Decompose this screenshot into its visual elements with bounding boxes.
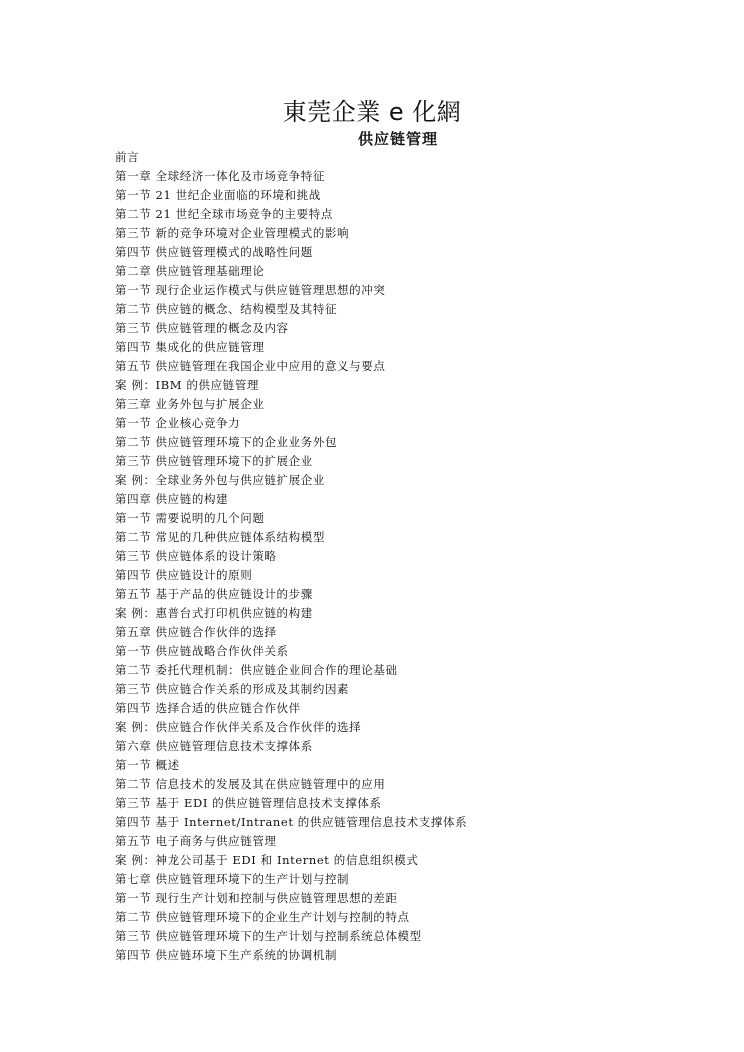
toc-entry: 第三章 业务外包与扩展企业 xyxy=(115,397,265,411)
toc-entry: 第一章 全球经济一体化及市场竞争特征 xyxy=(115,169,325,183)
toc-entry: 第四节 选择合适的供应链合作伙伴 xyxy=(115,701,301,715)
toc-entry: 第一节 现行生产计划和控制与供应链管理思想的差距 xyxy=(115,891,398,905)
toc-entry: 第三节 供应链体系的设计策略 xyxy=(115,549,277,563)
toc-entry: 第五节 供应链管理在我国企业中应用的意义与要点 xyxy=(115,359,386,373)
toc-entry: 第五节 电子商务与供应链管理 xyxy=(115,834,277,848)
toc-entry: 第四节 供应链环境下生产系统的协调机制 xyxy=(115,948,338,962)
toc-entry: 案 例：神龙公司基于 EDI 和 Internet 的信息组织模式 xyxy=(115,853,419,867)
toc-entry: 第三节 供应链管理的概念及内容 xyxy=(115,321,289,335)
toc-entry: 第一节 供应链战略合作伙伴关系 xyxy=(115,644,289,658)
toc-entry: 第三节 供应链管理环境下的扩展企业 xyxy=(115,454,313,468)
toc-entry: 第七章 供应链管理环境下的生产计划与控制 xyxy=(115,872,350,886)
toc-entry: 第三节 供应链管理环境下的生产计划与控制系统总体模型 xyxy=(115,929,422,943)
toc-entry: 第四节 供应链设计的原则 xyxy=(115,568,253,582)
toc-entry: 第六章 供应链管理信息技术支撑体系 xyxy=(115,739,313,753)
toc-entry: 第四节 供应链管理模式的战略性问题 xyxy=(115,245,313,259)
toc-entry: 第二节 委托代理机制：供应链企业间合作的理论基础 xyxy=(115,663,398,677)
toc-entry: 第二节 供应链管理环境下的企业业务外包 xyxy=(115,435,338,449)
toc-entry: 第三节 供应链合作关系的形成及其制约因素 xyxy=(115,682,350,696)
toc-entry: 第二章 供应链管理基础理论 xyxy=(115,264,265,278)
toc-entry: 第一节 概述 xyxy=(115,758,180,772)
toc-entry: 前言 xyxy=(115,150,140,164)
toc-entry: 第五章 供应链合作伙伴的选择 xyxy=(115,625,277,639)
table-of-contents xyxy=(115,148,715,965)
toc-entry: 第二节 供应链的概念、结构模型及其特征 xyxy=(115,302,338,316)
toc-entry: 第二节 21 世纪全球市场竞争的主要特点 xyxy=(115,207,333,221)
toc-entry: 第一节 企业核心竞争力 xyxy=(115,416,241,430)
toc-entry: 第一节 需要说明的几个问题 xyxy=(115,511,265,525)
toc-entry: 第四章 供应链的构建 xyxy=(115,492,229,506)
toc-entry: 第一节 现行企业运作模式与供应链管理思想的冲突 xyxy=(115,283,386,297)
toc-entry: 第四节 集成化的供应链管理 xyxy=(115,340,265,354)
toc-entry: 第二节 供应链管理环境下的企业生产计划与控制的特点 xyxy=(115,910,410,924)
toc-entry: 案 例：全球业务外包与供应链扩展企业 xyxy=(115,473,325,487)
toc-entry: 第一节 21 世纪企业面临的环境和挑战 xyxy=(115,188,321,202)
toc-entry: 第二节 常见的几种供应链体系结构模型 xyxy=(115,530,325,544)
toc-entry: 第五节 基于产品的供应链设计的步骤 xyxy=(115,587,313,601)
toc-entry: 第三节 新的竞争环境对企业管理模式的影响 xyxy=(115,226,350,240)
toc-entry: 案 例：供应链合作伙伴关系及合作伙伴的选择 xyxy=(115,720,362,734)
site-title: 東莞企業 e 化網 xyxy=(282,98,462,126)
toc-entry: 第四节 基于 Internet/Intranet 的供应链管理信息技术支撑体系 xyxy=(115,815,468,829)
toc-entry: 案 例：IBM 的供应链管理 xyxy=(115,378,259,392)
toc-entry: 第二节 信息技术的发展及其在供应链管理中的应用 xyxy=(115,777,386,791)
toc-entry: 第三节 基于 EDI 的供应链管理信息技术支撑体系 xyxy=(115,796,382,810)
document-title: 供应链管理 xyxy=(358,130,439,148)
toc-entry: 案 例：惠普台式打印机供应链的构建 xyxy=(115,606,313,620)
